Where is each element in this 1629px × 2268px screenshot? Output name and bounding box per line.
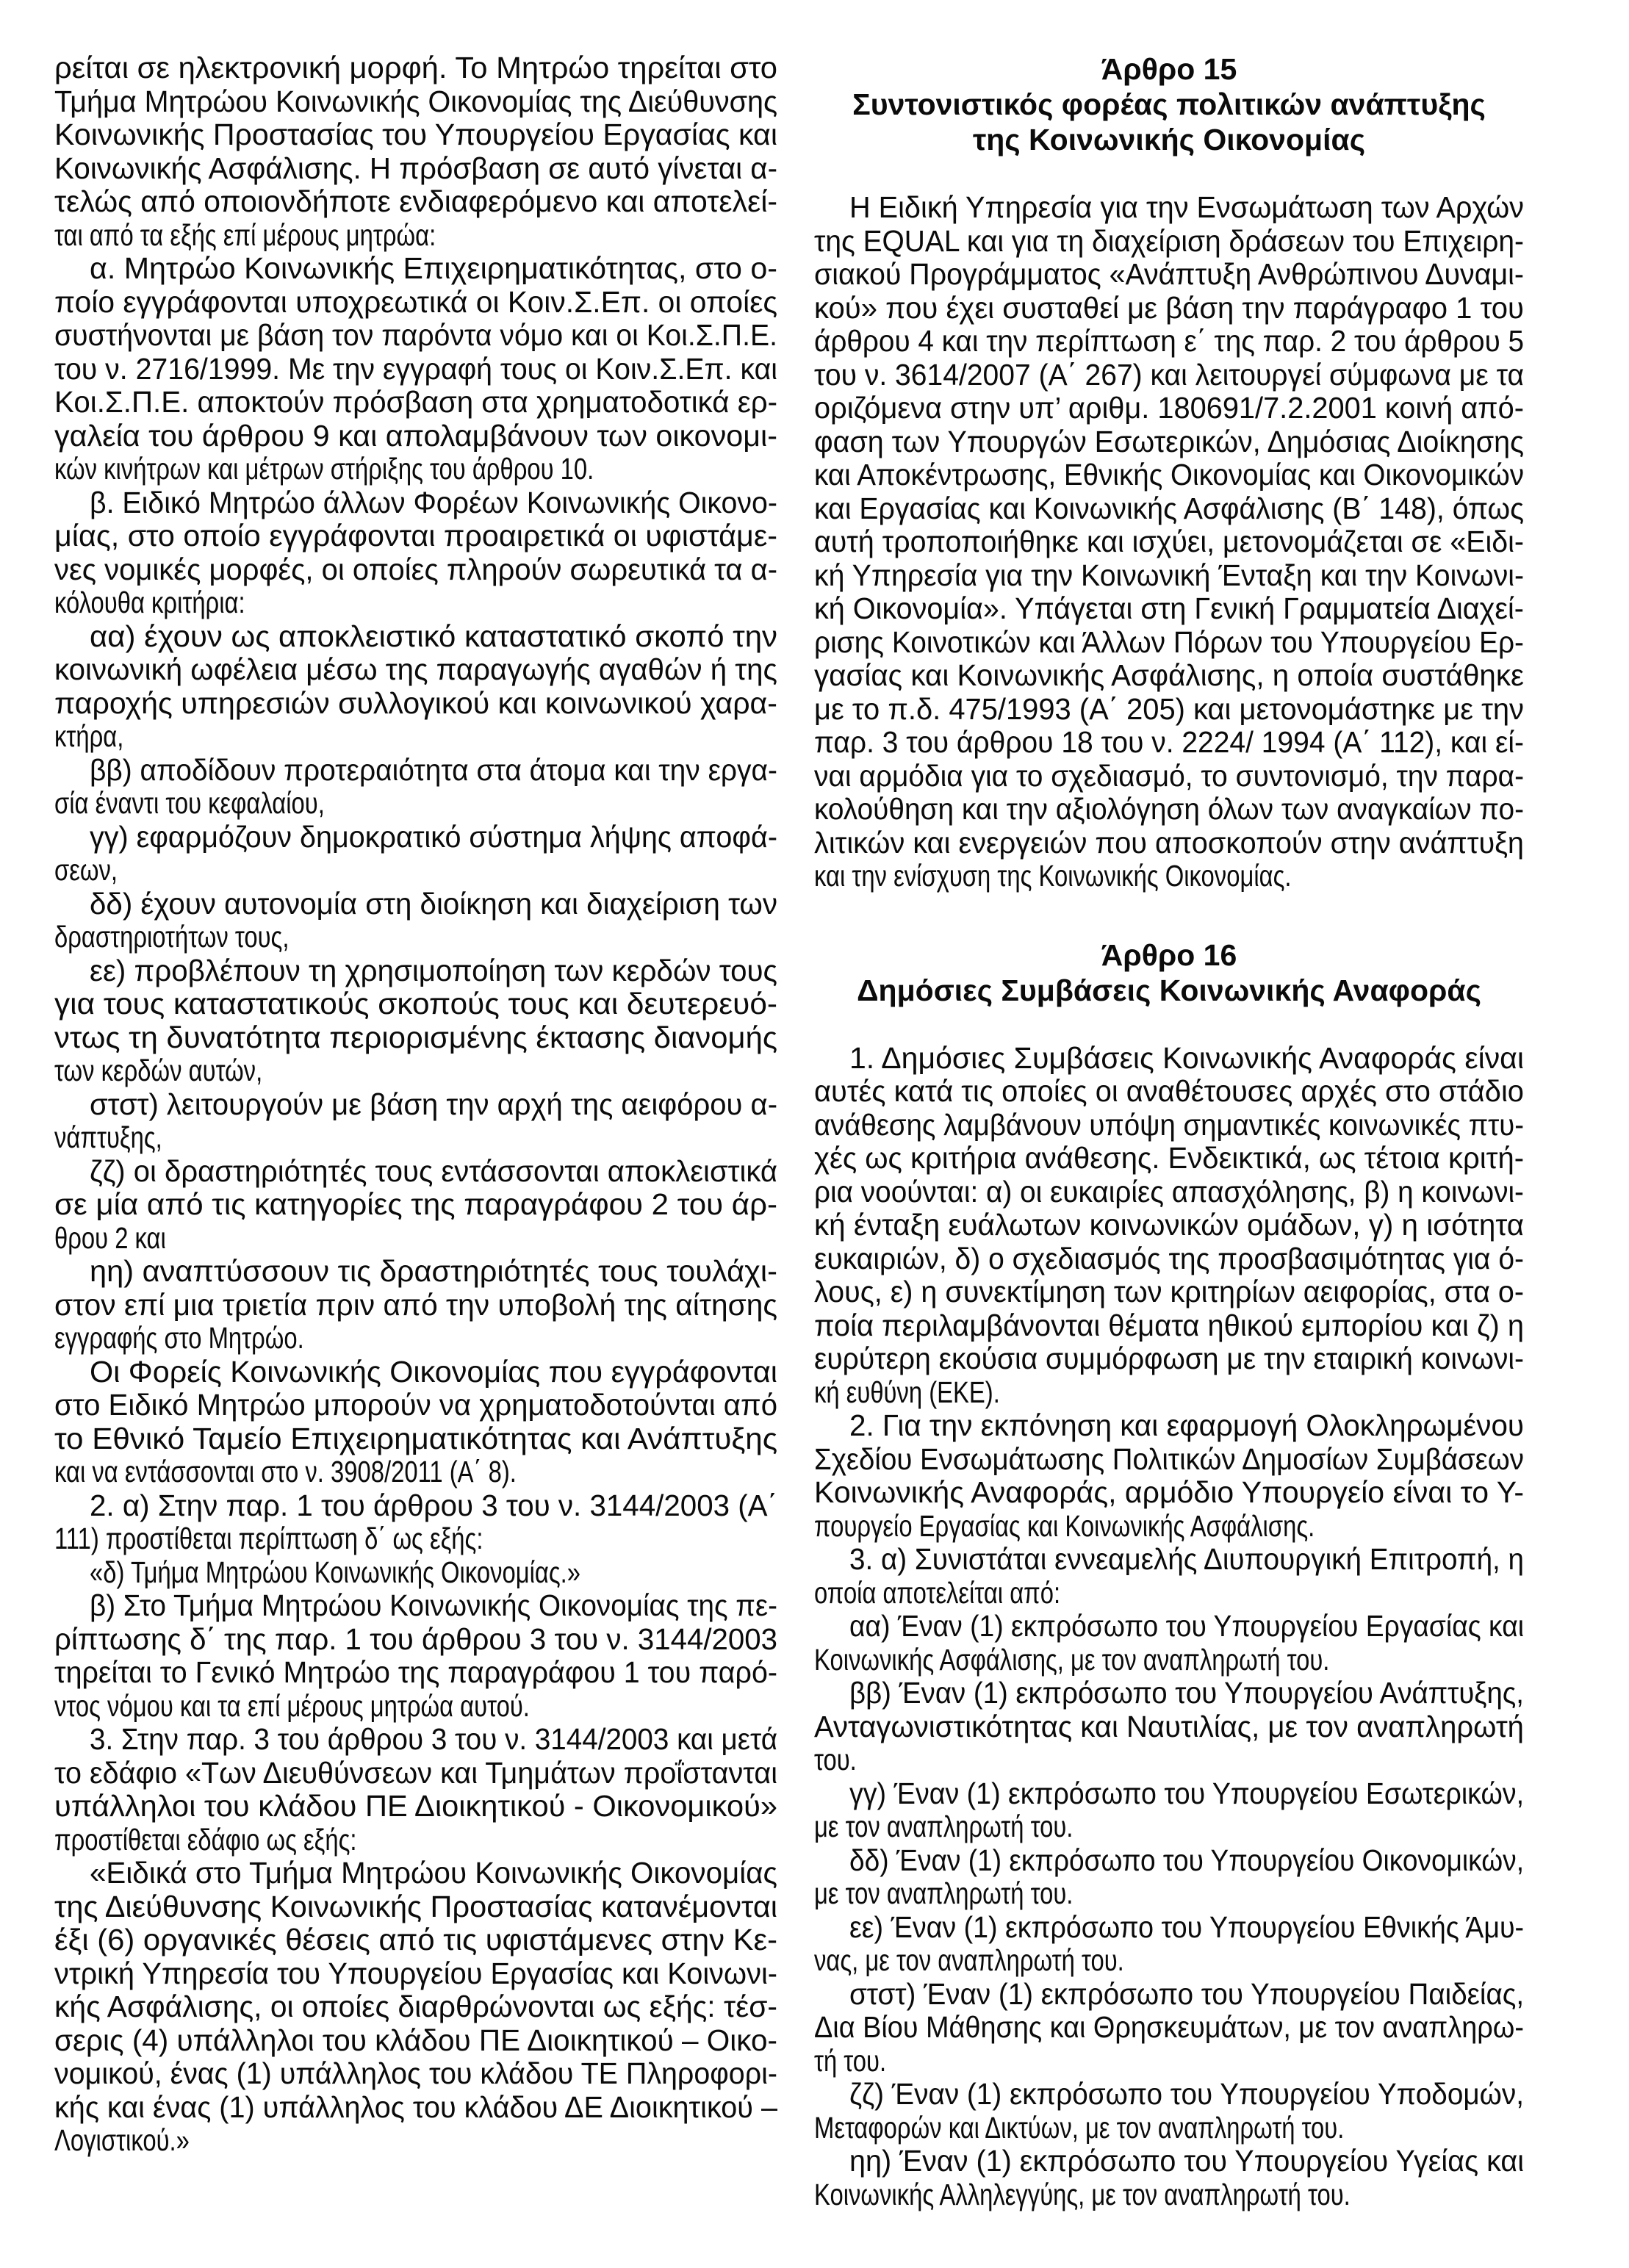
text-line (54, 219, 777, 253)
text-line (814, 1743, 1524, 1777)
text-line-content: κοινωνική ωφέλεια μέσω της παραγωγής αγαθών ή της (54, 652, 777, 686)
text-line (54, 1422, 777, 1456)
text-line-content: κής Ασφάλισης, οι οποίες διαρθρώνονται ως εξής: τέσ- (54, 1990, 778, 2023)
text-line (814, 2078, 1524, 2112)
text-line-content: εγγραφής στο Μητρώο. (54, 1321, 304, 1355)
text-line-content: 2. Για την εκπόνηση και εφαρμογή Ολοκληρωμένου (849, 1408, 1524, 1442)
text-line-content: 3. α) Συνιστάται εννεαμελής Διυπουργική Επιτροπή, η (849, 1542, 1525, 1576)
text-line-content: 1. Δημόσιες Συμβάσεις Κοινωνικής Αναφοράς είναι (849, 1040, 1524, 1075)
article-15-number: Άρθρο 15 (1101, 52, 1237, 86)
text-line (54, 152, 777, 186)
text-line (814, 225, 1524, 259)
text-line-content: παρ. 3 του άρθρου 18 του ν. 2224/ 1994 (Α΄ 112), και εί- (814, 725, 1525, 759)
text-line-content: σία έναντι του κεφαλαίου, (54, 786, 325, 820)
text-line (814, 1242, 1524, 1276)
article-15 (814, 51, 1524, 893)
text-line (814, 2178, 1524, 2212)
text-line-content: «Ειδικά στο Τμήμα Μητρώου Κοινωνικής Οικονομίας (90, 1856, 777, 1890)
text-line (54, 1957, 777, 1991)
text-line (814, 2112, 1524, 2145)
text-line-content: ρια νοούνται: α) οι ευκαιρίες απασχόλησης, β) η κοινωνι- (814, 1174, 1524, 1209)
article-15-title-line-1: Συντονιστικός φορέας πολιτικών ανάπτυξης (852, 87, 1486, 121)
spacer (814, 893, 1524, 937)
text-line (814, 860, 1524, 893)
text-line (54, 1188, 777, 1222)
text-line (814, 359, 1524, 392)
article-15-title-line-2: της Κοινωνικής Οικονομίας (972, 123, 1366, 156)
text-line-content: ναι αρμόδια για το σχεδιασμό, το συντονισμό, την παρα- (814, 758, 1525, 793)
text-line-content: κών κινήτρων και μέτρων στήριξης του άρθρου 10. (54, 452, 594, 486)
text-line-content: με τον αναπληρωτή του. (814, 1876, 1074, 1910)
text-line-content: νας, με τον αναπληρωτή του. (814, 1943, 1124, 1977)
text-line-content: β. Ειδικό Μητρώο άλλων Φορέων Κοινωνικής Οικονο- (90, 485, 777, 519)
text-line (54, 319, 777, 353)
text-line-content: κή Οικονομία». Υπάγεται στη Γενική Γραμματεία Διαχεί- (814, 591, 1524, 625)
text-line (814, 1109, 1524, 1142)
text-line (814, 1275, 1524, 1309)
text-line-content: στστ) λειτουργούν με βάση την αρχή της αειφόρου α- (90, 1087, 778, 1121)
text-line (54, 954, 777, 988)
text-line-content: οποία αποτελείται από: (814, 1575, 1061, 1610)
text-line (54, 1522, 777, 1556)
text-line (814, 1810, 1524, 1844)
text-line (54, 85, 777, 119)
text-line (814, 1510, 1524, 1544)
text-line-content: έξι (6) οργανικές θέσεις από τις υφιστάμενες στην Κε- (54, 1923, 777, 1956)
text-line-content: Κοινωνικής Αναφοράς, αρμόδιο Υπουργείο είναι το Υ- (814, 1475, 1524, 1509)
text-line-content: «δ) Τμήμα Μητρώου Κοινωνικής Οικονομίας.» (90, 1555, 581, 1589)
text-line-content: συστήνονται με βάση τον παρόντα νόμο και οι Κοι.Σ.Π.Ε. (54, 318, 777, 352)
text-line-content: σε μία από τις κατηγορίες της παραγράφου 2 του άρ- (54, 1187, 777, 1221)
text-line-content: άρθρου 4 και την περίπτωση ε΄ της παρ. 2 του άρθρου 5 (814, 324, 1525, 358)
text-line (814, 1610, 1524, 1644)
text-line (814, 1176, 1524, 1209)
left-column (54, 51, 777, 2158)
text-line-content: ντως τη δυνατότητα περιορισμένης έκτασης διανομής (54, 1020, 777, 1054)
text-line-content: λους, ε) η συνεκτίμηση των κριτηρίων αειφορίας, στα ο- (814, 1275, 1525, 1308)
text-line-content: Κοινωνικής Ασφάλισης. Η πρόσβαση σε αυτό γίνεται α- (54, 151, 778, 185)
text-line-content: ποία περιλαμβάνονται θέματα ηθικού εμπορίου και ζ) η (814, 1308, 1525, 1342)
text-line-content: ντρική Υπηρεσία του Υπουργείου Εργασίας και Κοινωνι- (54, 1956, 778, 1990)
text-line (54, 754, 777, 788)
text-line (814, 191, 1524, 225)
article-16 (814, 937, 1524, 2212)
text-line (814, 392, 1524, 425)
text-line (814, 1409, 1524, 1443)
text-line-content: και να εντάσσονται στο ν. 3908/2011 (Α΄ 8). (54, 1455, 517, 1488)
text-line (54, 1589, 777, 1623)
text-line-content: του ν. 3614/2007 (Α΄ 267) και λειτουργεί σύμφωνα με τα (814, 357, 1525, 392)
text-line (814, 458, 1524, 492)
right-column (814, 51, 1524, 2211)
text-line (54, 2124, 777, 2158)
text-line (814, 659, 1524, 693)
text-line-content: του. (814, 1743, 857, 1776)
text-line (814, 1944, 1524, 1978)
text-line (814, 2011, 1524, 2045)
text-line-content: αα) έχουν ως αποκλειστικό καταστατικό σκοπό την (90, 619, 777, 653)
text-line-content: ρίπτωσης δ΄ της παρ. 1 του άρθρου 3 του ν. 3144/2003 (54, 1621, 777, 1656)
text-line (54, 353, 777, 386)
text-line (54, 2091, 777, 2125)
text-line-content: στον επί μια τριετία πριν από την υποβολή της αίτησης (54, 1287, 778, 1322)
text-line-content: 2. α) Στην παρ. 1 του άρθρου 3 του ν. 3144/2003 (Α΄ (90, 1488, 777, 1522)
text-line (54, 252, 777, 286)
text-line-content: αα) Έναν (1) εκπρόσωπο του Υπουργείου Εργασίας και (849, 1609, 1525, 1643)
text-line (814, 525, 1524, 559)
text-line-content: ββ) αποδίδουν προτεραιότητα στα άτομα και την εργα- (90, 752, 777, 787)
text-line (54, 620, 777, 654)
text-line (814, 1543, 1524, 1577)
text-line-content: ται από τα εξής επί μέρους μητρώα: (54, 217, 436, 252)
text-line (814, 1577, 1524, 1610)
text-line-content: με το π.δ. 475/1993 (Α΄ 205) και μετονομάστηκε με την (814, 691, 1524, 726)
text-line (54, 1255, 777, 1289)
text-line-content: και την ενίσχυση της Κοινωνικής Οικονομίας. (814, 859, 1292, 893)
text-line-content: Κοινωνικής Αλληλεγγύης, με τον αναπληρωτή του. (814, 2177, 1351, 2211)
text-line (54, 653, 777, 687)
text-line-content: με τον αναπληρωτή του. (814, 1810, 1074, 1843)
text-line (54, 987, 777, 1021)
text-line (54, 787, 777, 821)
text-line (814, 1911, 1524, 1945)
text-line-content: τελώς από οποιονδήποτε ενδιαφερόμενο και αποτελεί- (54, 184, 778, 218)
spacer (814, 157, 1524, 191)
text-line-content: ηη) αναπτύσσουν τις δραστηριότητές τους τουλάχι- (90, 1254, 777, 1288)
text-line-content: εε) προβλέπουν τη χρησιμοποίηση των κερδών τους (90, 953, 777, 987)
text-line (54, 118, 777, 152)
text-line (54, 720, 777, 754)
text-line-content: σιακού Προγράμματος «Ανάπτυξη Ανθρώπινου Δυναμι- (814, 257, 1524, 291)
text-line (54, 1222, 777, 1256)
text-line-content: Η Ειδική Υπηρεσία για την Ενσωμάτωση των Αρχών (849, 190, 1525, 224)
text-line-content: 3. Στην παρ. 3 του άρθρου 3 του ν. 3144/2003 και μετά (90, 1722, 778, 1756)
text-line (54, 1790, 777, 1824)
text-line-content: α. Μητρώο Κοινωνικής Επιχειρηματικότητας, στο ο- (90, 251, 778, 285)
text-line (54, 486, 777, 520)
text-line (54, 1322, 777, 1356)
text-line-content: αυτές κατά τις οποίες οι αναθέτουσες αρχές στο στάδιο (814, 1074, 1524, 1108)
text-line (54, 1690, 777, 1724)
text-line (54, 1923, 777, 1957)
text-line-content: δδ) έχουν αυτονομία στη διοίκηση και διαχείριση των (90, 886, 777, 921)
text-line (814, 2045, 1524, 2078)
text-line-content: της EQUAL και για τη διαχείριση δράσεων του Επιχειρη- (814, 223, 1524, 258)
text-line (54, 1356, 777, 1389)
text-line-content: αυτή τροποποιήθηκε και ισχύει, μετονομάζεται σε «Ειδι- (814, 525, 1525, 558)
text-line (814, 292, 1524, 325)
text-line (54, 1824, 777, 1857)
text-line-content: τηρείται το Γενικό Μητρώο της παραγράφου 1 του παρό- (54, 1655, 777, 1689)
text-line (54, 1289, 777, 1322)
text-line (54, 51, 777, 85)
text-line (814, 1877, 1524, 1911)
text-line (814, 1376, 1524, 1410)
text-line (814, 1644, 1524, 1677)
text-line (814, 1342, 1524, 1376)
text-line-content: μίας, στο οποίο εγγράφονται προαιρετικά οι υφιστάμε- (54, 519, 777, 552)
text-line-content: Ανταγωνιστικότητας και Ναυτιλίας, με τον αναπληρωτή (814, 1709, 1524, 1743)
text-line (814, 827, 1524, 860)
text-line-content: Κοινωνικής Ασφάλισης, με τον αναπληρωτή του. (814, 1642, 1330, 1677)
text-line-content: το εδάφιο «Των Διευθύνσεων και Τμημάτων προΐστανται (54, 1755, 778, 1790)
text-line-content: β) Στο Τμήμα Μητρώου Κοινωνικής Οικονομίας της πε- (90, 1588, 778, 1622)
text-line (54, 2024, 777, 2058)
text-line-content: ζζ) Έναν (1) εκπρόσωπο του Υπουργείου Υποδομών, (849, 2077, 1524, 2111)
text-line (54, 1857, 777, 1890)
text-line-content: το Εθνικό Ταμείο Επιχειρηματικότητας και Ανάπτυξης (54, 1421, 778, 1455)
text-line (814, 1777, 1524, 1811)
article-16-title-line-1: Δημόσιες Συμβάσεις Κοινωνικής Αναφοράς (857, 973, 1481, 1007)
text-line (54, 921, 777, 954)
text-line-content: γγ) εφαρμόζουν δημοκρατικό σύστημα λήψης αποφά- (90, 819, 778, 854)
text-line-content: δραστηριοτήτων τους, (54, 920, 290, 954)
text-line-content: και Εργασίας και Κοινωνικής Ασφάλισης (Β΄ 148), όπως (814, 491, 1524, 525)
text-line-content: σεων, (54, 853, 118, 887)
article-15-body (814, 191, 1524, 893)
text-line-content: πουργείο Εργασίας και Κοινωνικής Ασφάλισης. (814, 1508, 1315, 1543)
text-line-content: θρου 2 και (54, 1220, 166, 1255)
text-line (814, 559, 1524, 593)
text-line (54, 1757, 777, 1790)
text-line-content: ευρύτερη εκούσια συμμόρφωση με την εταιρική κοινωνι- (814, 1342, 1525, 1375)
text-line (54, 553, 777, 587)
text-line-content: γασίας και Κοινωνικής Ασφάλισης, η οποία συστάθηκε (814, 658, 1525, 692)
text-line (54, 1656, 777, 1690)
text-line-content: Οι Φορείς Κοινωνικής Οικονομίας που εγγράφονται (90, 1354, 777, 1389)
text-line (54, 586, 777, 620)
text-line (814, 1443, 1524, 1477)
text-line (54, 1556, 777, 1590)
text-line (54, 386, 777, 420)
text-line-content: Σχεδίου Ενσωμάτωσης Πολιτικών Δημοσίων Συμβάσεων (814, 1441, 1525, 1476)
text-line-content: εε) Έναν (1) εκπρόσωπο του Υπουργείου Εθνικής Άμυ- (849, 1909, 1525, 1944)
text-line-content: κής και ένας (1) υπάλληλος του κλάδου ΔΕ Διοικητικού – (54, 2089, 777, 2124)
text-line (814, 726, 1524, 760)
text-line (814, 1209, 1524, 1242)
text-line (54, 1990, 777, 2024)
text-line-content: φαση των Υπουργών Εσωτερικών, Δημόσιας Διοίκησης (814, 424, 1525, 458)
text-line (54, 1155, 777, 1189)
text-line-content: στο Ειδικό Μητρώο μπορούν να χρηματοδοτούνται από (54, 1388, 778, 1422)
text-line-content: γαλεία του άρθρου 9 και απολαμβάνουν των οικονομι- (54, 418, 777, 453)
text-line (54, 1121, 777, 1155)
text-line (814, 1476, 1524, 1510)
spacer (814, 1008, 1524, 1042)
text-line (54, 1455, 777, 1489)
text-line-content: τή του. (814, 2043, 887, 2078)
text-line (54, 854, 777, 888)
text-line (54, 286, 777, 320)
text-line (54, 1623, 777, 1657)
article-16-number: Άρθρο 16 (1101, 937, 1237, 972)
text-line-content: σερις (4) υπάλληλοι του κλάδου ΠΕ Διοικητικού – Οικο- (54, 2023, 778, 2057)
text-line-content: του ν. 2716/1999. Με την εγγραφή τους οι Κοιν.Σ.Επ. και (54, 351, 778, 386)
text-line (54, 888, 777, 921)
text-line-content: Τμήμα Μητρώου Κοινωνικής Οικονομίας της Διεύθυνσης (54, 84, 778, 118)
text-line (814, 1844, 1524, 1878)
text-line-content: ντος νόμου και τα επί μέρους μητρώα αυτού. (54, 1688, 530, 1723)
text-line-content: Λογιστικού.» (54, 2123, 190, 2157)
text-line-content: Κοι.Σ.Π.Ε. αποκτούν πρόσβαση στα χρηματοδοτικά ερ- (54, 385, 778, 419)
text-line (814, 592, 1524, 626)
text-line (814, 492, 1524, 526)
text-line (54, 1723, 777, 1757)
article-16-body (814, 1042, 1524, 2212)
text-line (54, 1389, 777, 1422)
text-line (814, 693, 1524, 727)
text-line (54, 185, 777, 219)
text-line-content: κολούθηση και την αξιολόγηση όλων των αναγκαίων πο- (814, 792, 1525, 826)
text-line (54, 2057, 777, 2091)
text-line (54, 420, 777, 453)
text-line-content: δδ) Έναν (1) εκπρόσωπο του Υπουργείου Οικονομικών, (849, 1843, 1524, 1877)
text-line-content: ββ) Έναν (1) εκπρόσωπο του Υπουργείου Ανάπτυξης, (849, 1676, 1524, 1710)
text-line-content: 111) προστίθεται περίπτωση δ΄ ως εξής: (54, 1522, 483, 1555)
text-line-content: Κοινωνικής Προστασίας του Υπουργείου Εργασίας και (54, 118, 777, 151)
text-line-content: νομικού, ένας (1) υπάλληλος του κλάδου ΤΕ Πληροφορι- (54, 2056, 778, 2090)
text-line-content: των κερδών αυτών, (54, 1054, 263, 1087)
text-line (54, 1054, 777, 1088)
text-line (814, 760, 1524, 793)
text-line (814, 1978, 1524, 2012)
text-line (814, 1677, 1524, 1710)
text-line-content: ανάθεσης λαμβάνουν υπόψη σημαντικές κοινωνικές πτυ- (814, 1107, 1525, 1142)
text-line-content: ρείται σε ηλεκτρονική μορφή. Το Μητρώο τηρείται στο (54, 51, 778, 84)
text-line-content: νάπτυξης, (54, 1120, 162, 1154)
text-line-content: νες νομικές μορφές, οι οποίες πληρούν σωρευτικά τα α- (54, 552, 778, 586)
text-line-content: κή ένταξη ευάλωτων κοινωνικών ομάδων, γ) η ισότητα (814, 1208, 1525, 1242)
text-line (54, 1021, 777, 1055)
text-line (54, 1489, 777, 1523)
text-line-content: παροχής υπηρεσιών συλλογικού και κοινωνικού χαρα- (54, 685, 777, 720)
text-line (814, 1710, 1524, 1744)
text-line (54, 821, 777, 854)
text-line-content: στστ) Έναν (1) εκπρόσωπο του Υπουργείου Παιδείας, (849, 1976, 1525, 2011)
text-line (814, 2145, 1524, 2178)
text-line-content: της Διεύθυνσης Κοινωνικής Προστασίας κατανέμονται (54, 1889, 778, 1923)
text-line-content: ζζ) οι δραστηριότητές τους εντάσσονται αποκλειστικά (90, 1153, 778, 1188)
text-line (814, 1042, 1524, 1076)
text-line (54, 519, 777, 553)
text-line-content: ηη) Έναν (1) εκπρόσωπο του Υπουργείου Υγείας και (849, 2144, 1525, 2178)
text-line (814, 325, 1524, 359)
text-line-content: κόλουθα κριτήρια: (54, 586, 245, 619)
text-line (814, 1142, 1524, 1176)
text-line-content: ευκαιριών, δ) ο σχεδιασμός της προσβασιμότητας για ό- (814, 1241, 1525, 1275)
text-line-content: προστίθεται εδάφιο ως εξής: (54, 1822, 357, 1857)
text-line (814, 258, 1524, 292)
text-line (814, 1309, 1524, 1343)
text-line-content: γγ) Έναν (1) εκπρόσωπο του Υπουργείου Εσωτερικών, (849, 1776, 1525, 1810)
text-line-content: λιτικών και ενεργειών που αποσκοπούν στην ανάπτυξη (814, 825, 1524, 860)
text-line-content: οριζόμενα στην υπ’ αριθμ. 180691/7.2.2001 κοινή από- (814, 391, 1524, 425)
text-line (814, 626, 1524, 660)
text-line-content: κή ευθύνη (ΕΚΕ). (814, 1375, 1000, 1409)
text-line-content: κτήρα, (54, 719, 124, 753)
text-line-content: ποίο εγγράφονται υποχρεωτικά οι Κοιν.Σ.Επ. οι οποίες (54, 284, 778, 319)
text-line-content: ρισης Κοινοτικών και Άλλων Πόρων του Υπουργείου Ερ- (814, 624, 1524, 659)
text-line (814, 793, 1524, 827)
text-line (54, 453, 777, 486)
text-line-content: Δια Βίου Μάθησης και Θρησκευμάτων, με τον αναπληρω- (814, 2010, 1524, 2044)
text-line (54, 1088, 777, 1122)
text-line (54, 1890, 777, 1924)
text-line-content: Μεταφορών και Δικτύων, με τον αναπληρωτή του. (814, 2110, 1345, 2145)
text-line-content: κή Υπηρεσία για την Κοινωνική Ένταξη και την Κοινωνι- (814, 558, 1525, 592)
text-line-content: υπάλληλοι του κλάδου ΠΕ Διοικητικού - Οικονομικού» (54, 1789, 778, 1823)
text-line-content: χές ως κριτήρια ανάθεσης. Ενδεικτικά, ως τέτοια κριτή- (814, 1141, 1525, 1175)
text-line (814, 1075, 1524, 1109)
text-line (54, 687, 777, 721)
text-line-content: για τους καταστατικούς σκοπούς τους και δευτερευό- (54, 987, 778, 1020)
text-line-content: και Αποκέντρωσης, Εθνικής Οικονομίας και Οικονομικών (814, 458, 1525, 492)
text-line (814, 425, 1524, 459)
text-line-content: κού» που έχει συσταθεί με βάση την παράγραφο 1 του (814, 290, 1524, 325)
